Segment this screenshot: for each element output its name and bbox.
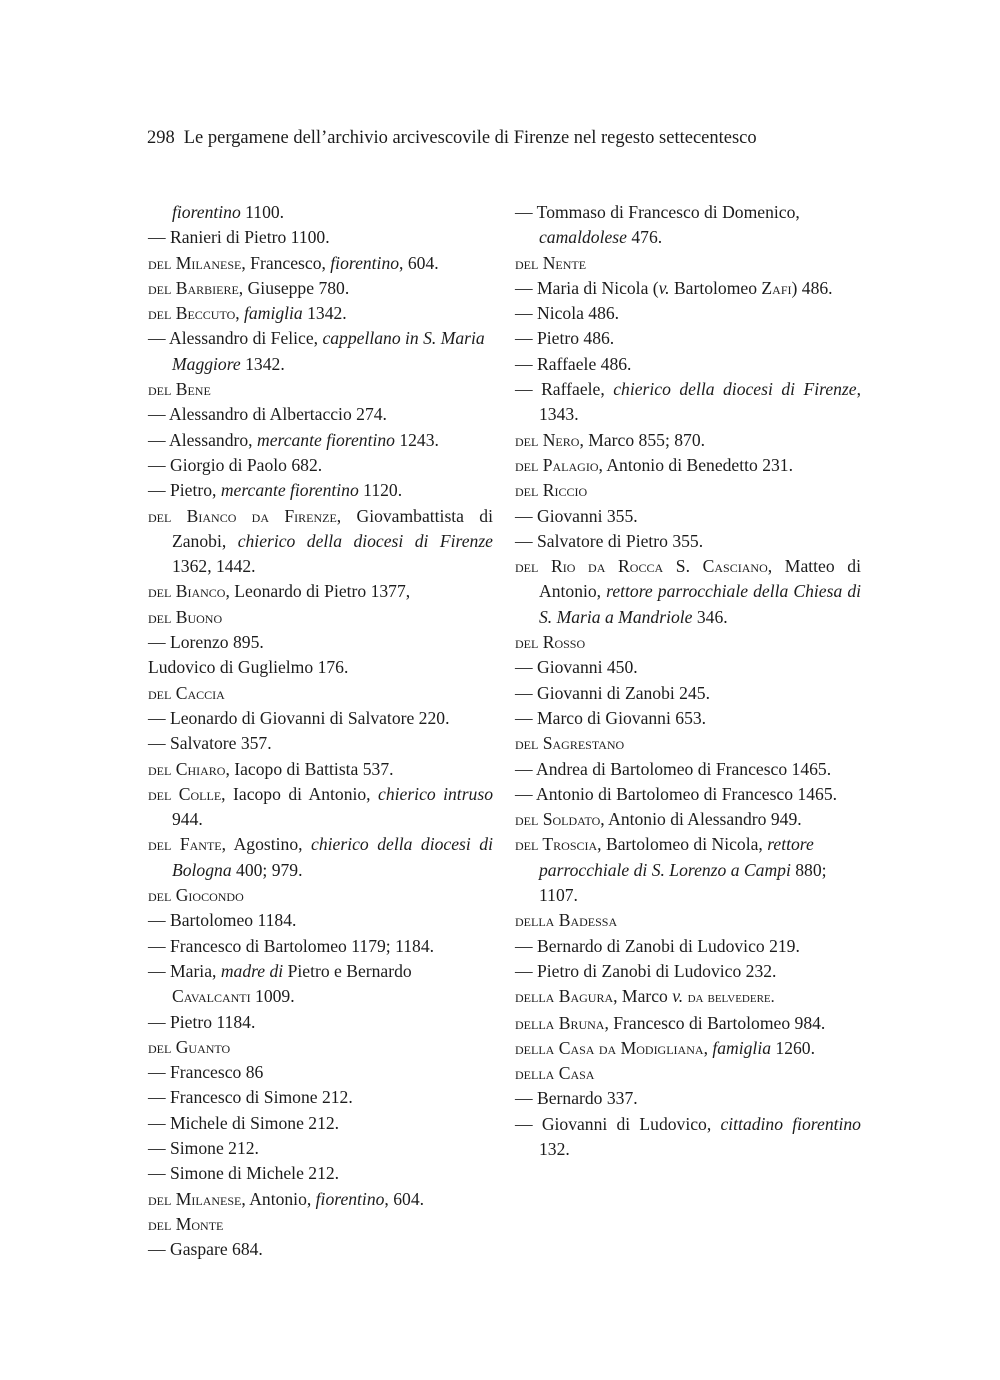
index-entry: — Pietro di Zanobi di Ludovico 232. xyxy=(515,960,777,981)
index-entry: del Beccuto, famiglia 1342. xyxy=(148,303,347,324)
index-entry: del Palagio, Antonio di Benedetto 231. xyxy=(515,454,793,475)
index-column-left xyxy=(148,200,493,1262)
index-entry: — Giorgio di Paolo 682. xyxy=(148,454,323,475)
index-entry: del Milanese, Antonio, fiorentino, 604. xyxy=(148,1188,425,1209)
index-entry: — Bartolomeo 1184. xyxy=(148,910,297,931)
index-entry: — Michele di Simone 212. xyxy=(148,1112,340,1133)
index-entry: della Bruna, Francesco di Bartolomeo 984. xyxy=(515,1012,826,1033)
index-entry: del Fante, Agostino, chierico della diocesi di Bologna 400; 979. xyxy=(148,834,493,880)
index-heading: del Rosso xyxy=(515,632,586,653)
index-entry: — Giovanni 450. xyxy=(515,657,638,678)
index-entry: — Lorenzo 895. xyxy=(148,632,264,653)
index-entry: — Simone di Michele 212. xyxy=(148,1163,340,1184)
index-entry: — Ranieri di Pietro 1100. xyxy=(148,227,330,248)
index-heading: del Caccia xyxy=(148,682,225,703)
index-entry: — Andrea di Bartolomeo di Francesco 1465. xyxy=(515,758,832,779)
index-entry: del Bianco, Leonardo di Pietro 1377, xyxy=(148,581,411,602)
index-entry: del Colle, Iacopo di Antonio, chierico intruso 944. xyxy=(148,783,493,830)
index-entry: — Francesco di Simone 212. xyxy=(148,1087,353,1108)
index-entry: del Chiaro, Iacopo di Battista 537. xyxy=(148,758,394,779)
index-entry: — Francesco 86 xyxy=(148,1062,264,1083)
index-entry: — Bernardo di Zanobi di Ludovico 219. xyxy=(515,935,800,956)
index-heading: del Riccio xyxy=(515,480,588,501)
index-entry: — Pietro, mercante fiorentino 1120. xyxy=(148,480,403,501)
index-entry: — Giovanni di Zanobi 245. xyxy=(515,682,710,703)
index-entry: del Rio da Rocca S. Casciano, Matteo di Antonio, rettore parrocchiale della Chiesa di S. Maria a Mandriole 346. xyxy=(515,556,862,627)
index-entry: — Alessandro di Albertaccio 274. xyxy=(148,404,387,425)
index-entry: — Maria, madre di Pietro e Bernardo Cavalcanti 1009. xyxy=(148,960,412,1007)
index-entry: — Alessandro, mercante fiorentino 1243. xyxy=(148,429,439,450)
index-heading: del Bene xyxy=(148,379,211,400)
index-entry: del Milanese, Francesco, fiorentino, 604. xyxy=(148,252,439,273)
index-entry: — Bernardo 337. xyxy=(515,1088,638,1109)
index-heading: del Sagrestano xyxy=(515,733,625,754)
page-number: 298 xyxy=(147,128,175,148)
index-entry: Ludovico di Guglielmo 176. xyxy=(148,657,349,678)
running-head xyxy=(147,126,867,150)
running-title: Le pergamene dell’archivio arcivescovile di Firenze nel regesto settecentesco xyxy=(183,128,757,148)
index-entry: — Salvatore 357. xyxy=(148,733,272,754)
index-entry: — Tommaso di Francesco di Domenico, camaldolese 476. xyxy=(515,202,800,248)
index-entry: — Pietro 486. xyxy=(515,328,615,349)
index-column-right xyxy=(515,200,861,1162)
index-heading: del Nente xyxy=(515,252,587,273)
index-entry: — Pietro 1184. xyxy=(148,1011,256,1032)
index-entry: del Barbiere, Giuseppe 780. xyxy=(148,277,350,298)
index-entry: del Nero, Marco 855; 870. xyxy=(515,429,706,450)
index-entry: — Gaspare 684. xyxy=(148,1239,263,1260)
index-heading: della Casa xyxy=(515,1063,595,1084)
index-entry: — Antonio di Bartolomeo di Francesco 1465. xyxy=(515,783,838,804)
index-entry: — Marco di Giovanni 653. xyxy=(515,707,707,728)
index-heading: del Monte xyxy=(148,1213,224,1234)
index-heading: del Guanto xyxy=(148,1036,231,1057)
index-entry: — Francesco di Bartolomeo 1179; 1184. xyxy=(148,935,435,956)
index-heading: del Giocondo xyxy=(148,885,244,906)
index-entry: fiorentino 1100. xyxy=(172,202,285,222)
index-entry: — Simone 212. xyxy=(148,1137,259,1158)
index-entry: — Raffaele 486. xyxy=(515,353,632,374)
index-entry: del Bianco da Firenze, Giovambattista di Zanobi, chierico della diocesi di Firenze 1362, 1442. xyxy=(148,505,493,577)
index-entry: — Alessandro di Felice, cappellano in S. Maria Maggiore 1342. xyxy=(148,328,485,374)
index-entry: — Leonardo di Giovanni di Salvatore 220. xyxy=(148,707,450,728)
index-entry: — Nicola 486. xyxy=(515,303,620,324)
index-entry: — Giovanni di Ludovico, cittadino fiorentino 132. xyxy=(515,1113,861,1159)
index-entry: della Bagura, Marco v. da belvedere. xyxy=(515,986,775,1007)
index-heading: della Badessa xyxy=(515,910,618,931)
index-heading: del Buono xyxy=(148,606,223,627)
index-entry: — Maria di Nicola (v. Bartolomeo Zafi) 486. xyxy=(515,277,833,298)
index-entry: della Casa da Modigliana, famiglia 1260. xyxy=(515,1037,815,1058)
index-entry: — Salvatore di Pietro 355. xyxy=(515,530,704,551)
index-entry: — Giovanni 355. xyxy=(515,505,638,526)
index-entry: del Soldato, Antonio di Alessandro 949. xyxy=(515,809,802,830)
index-entry: — Raffaele, chierico della diocesi di Firenze, 1343. xyxy=(515,379,861,425)
index-entry: del Troscia, Bartolomeo di Nicola, rettore parrocchiale di S. Lorenzo a Campi 880; 1107. xyxy=(515,834,827,906)
